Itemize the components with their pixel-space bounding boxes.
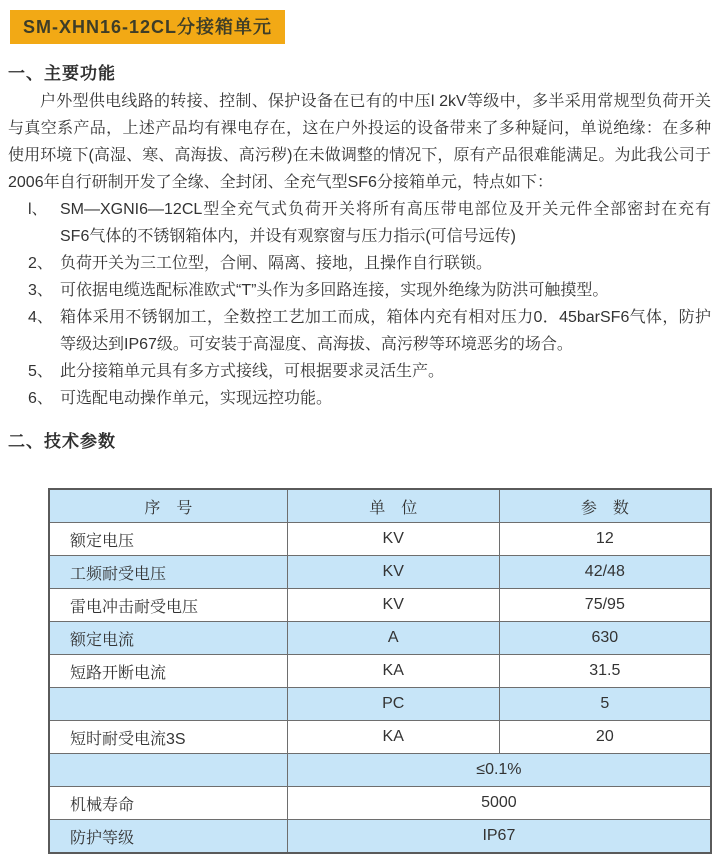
feature-item: [0, 250, 711, 277]
feature-item: [0, 196, 711, 250]
feature-text: 负荷开关为三工位型，合闸、隔离、接地，且操作自行联锁。: [60, 255, 493, 272]
param-unit-cell: KV: [287, 589, 499, 622]
feature-text: 此分接箱单元具有多方式接线，可根据要求灵活生产。: [60, 363, 445, 380]
table-row: [49, 622, 711, 655]
table-row: [49, 820, 711, 854]
feature-text: 可依据电缆选配标准欧式“T”头作为多回路连接，实现外绝缘为防洪可触摸型。: [60, 282, 609, 299]
feature-number: 5、: [28, 363, 53, 380]
params-table-body: [49, 523, 711, 854]
param-value-cell: 20: [499, 721, 711, 754]
param-value-cell: IP67: [287, 820, 711, 854]
param-name-cell: 额定电流: [49, 622, 287, 655]
table-row: [49, 688, 711, 721]
table-row: [49, 655, 711, 688]
param-unit-cell: KV: [287, 523, 499, 556]
feature-text: SM—XGNI6—12CL型全充气式负荷开关将所有高压带电部位及开关元件全部密封在充有SF6气体的不锈钢箱体内，并设有观察窗与压力指示(可信号远传): [60, 201, 711, 245]
feature-item: [0, 385, 711, 412]
params-table-head: [49, 489, 711, 523]
feature-number: 2、: [28, 255, 53, 272]
table-header-cell: 序 号: [49, 489, 287, 523]
param-name-cell: 短路开断电流: [49, 655, 287, 688]
param-value-cell: 75/95: [499, 589, 711, 622]
features-list: [0, 196, 711, 412]
product-title-bar: SM-XHN16-12CL分接箱单元: [10, 10, 285, 44]
param-unit-cell: KV: [287, 556, 499, 589]
param-name-cell: 机械寿命: [49, 787, 287, 820]
param-value-cell: 5000: [287, 787, 711, 820]
feature-item: [0, 304, 711, 358]
table-row: [49, 523, 711, 556]
table-row: [49, 556, 711, 589]
param-name-cell: 工频耐受电压: [49, 556, 287, 589]
param-unit-cell: A: [287, 622, 499, 655]
table-row: [49, 721, 711, 754]
param-name-cell: [49, 754, 287, 787]
feature-item: [0, 277, 711, 304]
param-unit-cell: KA: [287, 721, 499, 754]
feature-text: 箱体采用不锈钢加工，全数控工艺加工而成，箱体内充有相对压力0．45barSF6气体，防护等级达到IP67级。可安装于高湿度、高海拔、高污秽等环境恶劣的场合。: [60, 309, 711, 353]
table-row: [49, 754, 711, 787]
param-value-cell: 31.5: [499, 655, 711, 688]
table-row: [49, 787, 711, 820]
table-header-cell: 单 位: [287, 489, 499, 523]
param-unit-cell: KA: [287, 655, 499, 688]
section-heading-tech-params: 二、技术参数: [8, 432, 116, 451]
feature-text: 可选配电动操作单元，实现远控功能。: [60, 390, 333, 407]
table-row: [49, 589, 711, 622]
param-value-cell: 630: [499, 622, 711, 655]
params-table: [48, 488, 712, 854]
param-unit-cell: PC: [287, 688, 499, 721]
param-value-cell: 12: [499, 523, 711, 556]
feature-number: 4、: [28, 309, 53, 326]
intro-paragraph: 户外型供电线路的转接、控制、保护设备在已有的中压l 2kV等级中，多半采用常规型负荷开关与真空系产品，上述产品均有裸电存在，这在户外投运的设备带来了多种疑问，单说绝缘：在多种使用环境下(高湿、寒、高海拔、高污秽)在未做调整的情况下，原有产品很难能满足。为此我公司于2006年自行研制开发了全缘、全封闭、全充气型SF6分接箱单元，特点如下：: [8, 93, 711, 191]
param-name-cell: 雷电冲击耐受电压: [49, 589, 287, 622]
param-name-cell: [49, 688, 287, 721]
param-name-cell: 防护等级: [49, 820, 287, 854]
table-header-row: [49, 489, 711, 523]
table-header-cell: 参 数: [499, 489, 711, 523]
feature-number: 6、: [28, 390, 53, 407]
param-name-cell: 额定电压: [49, 523, 287, 556]
param-value-cell: 42/48: [499, 556, 711, 589]
feature-number: l、: [28, 201, 48, 218]
param-value-cell: 5: [499, 688, 711, 721]
feature-number: 3、: [28, 282, 53, 299]
param-name-cell: 短时耐受电流3S: [49, 721, 287, 754]
feature-item: [0, 358, 711, 385]
param-value-cell: ≤0.1%: [287, 754, 711, 787]
section-heading-main-functions: 一、主要功能: [8, 64, 116, 83]
